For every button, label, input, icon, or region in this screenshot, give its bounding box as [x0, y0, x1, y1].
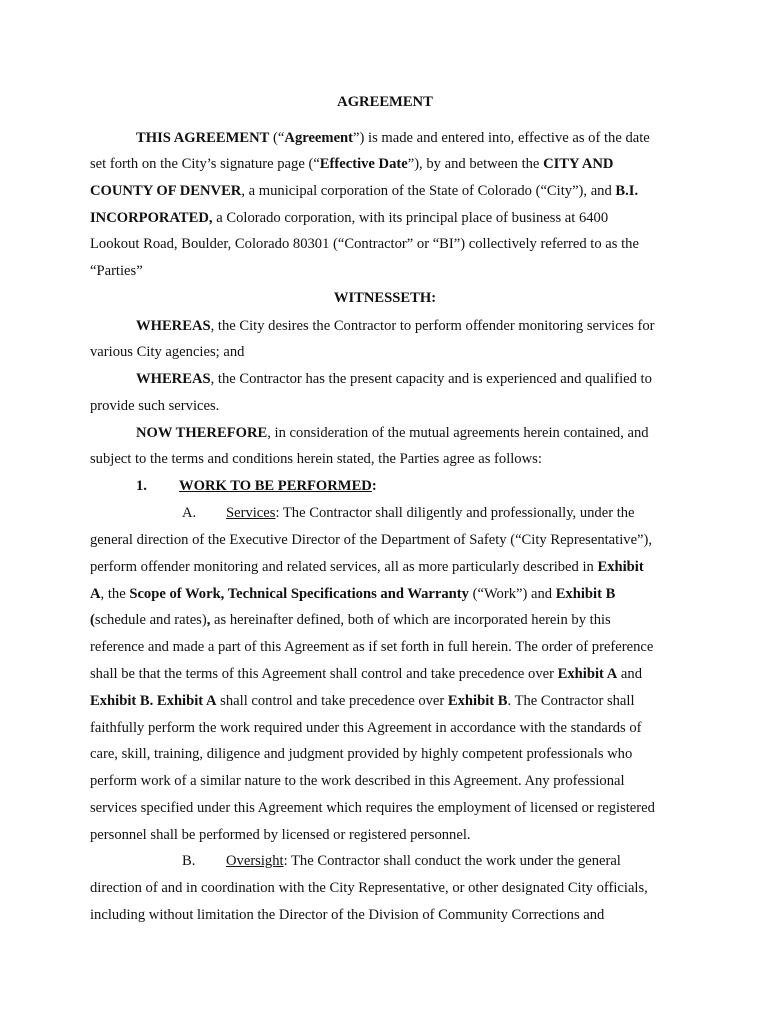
sub-a-line-9: faithfully perform the work required under this Agreement in accordance with the standards of: [90, 720, 642, 736]
intro-line-1: [136, 128, 650, 148]
sub-b-line-3: including without limitation the Director of the Division of Community Corrections and: [90, 907, 605, 923]
whereas-text: , the City desires the Contractor to perform offender monitoring services for: [210, 318, 655, 334]
sub-a-line-8: [90, 691, 635, 711]
document-title: AGREEMENT: [337, 94, 433, 110]
intro-text: ”) is made and entered into, effective as of the date: [353, 130, 650, 146]
intro-line-6: “Parties”: [90, 263, 143, 279]
intro-line-3: [90, 181, 638, 201]
sub-a-line-11: perform work of a similar nature to the work described in this Agreement. Any professional: [90, 773, 625, 789]
sub-text: as hereinafter defined, both of which are incorporated herein by this: [210, 612, 611, 628]
sub-bold: Exhibit B: [555, 586, 616, 602]
sub-text: : The Contractor shall conduct the work under the general: [283, 853, 621, 869]
intro-text: a Colorado corporation, with its principal place of business at 6400: [212, 210, 609, 226]
now-therefore-text: , in consideration of the mutual agreements herein contained, and: [267, 425, 649, 441]
sub-bold: Scope of Work, Technical Specifications and Warranty: [129, 586, 469, 602]
sub-b-line-1: [182, 851, 621, 871]
intro-text: , a municipal corporation of the State of Colorado (“City”), and: [241, 183, 616, 199]
sub-text: perform offender monitoring and related services, all as more particularly described in: [90, 559, 598, 575]
now-therefore-line-1: [136, 423, 649, 443]
intro-text: ”), by and between the: [407, 156, 544, 172]
sub-letter: A.: [182, 505, 197, 521]
intro-text: set forth on the City’s signature page (“: [90, 156, 320, 172]
intro-bold: INCORPORATED,: [90, 210, 213, 226]
witnesseth-heading: WITNESSETH:: [333, 290, 437, 306]
sub-bold: Exhibit: [597, 559, 644, 575]
sub-text: (“Work”) and: [468, 586, 556, 602]
sub-letter: B.: [182, 853, 196, 869]
sub-a-line-13: personnel shall be performed by licensed or registered personnel.: [90, 827, 471, 843]
sub-text: . The Contractor shall: [507, 693, 635, 709]
sub-a-line-12: services specified under this Agreement which requires the employment of licensed or registered: [90, 800, 655, 816]
sub-bold: ,: [206, 612, 211, 628]
sub-a-line-3: [90, 557, 644, 577]
intro-bold: COUNTY OF DENVER: [90, 183, 242, 199]
sub-bold: Exhibit A: [557, 666, 618, 682]
intro-bold: CITY AND: [543, 156, 614, 172]
whereas-keyword: WHEREAS: [136, 318, 211, 334]
intro-bold: Effective Date: [319, 156, 408, 172]
whereas-keyword: WHEREAS: [136, 371, 211, 387]
section-number: 1.: [136, 478, 147, 494]
section-1-heading: [136, 476, 377, 496]
whereas-1-line-2: various City agencies; and: [90, 344, 245, 360]
sub-bold: (: [90, 612, 95, 628]
intro-line-5: Lookout Road, Boulder, Colorado 80301 (“Contractor” or “BI”) collectively referred to as the: [90, 236, 639, 252]
document-page: [90, 0, 680, 1024]
sub-bold: Exhibit B: [447, 693, 508, 709]
whereas-1-line-1: [136, 316, 655, 336]
sub-text: shall be that the terms of this Agreement shall control and take precedence over: [90, 666, 558, 682]
now-therefore-line-2: subject to the terms and conditions herein stated, the Parties agree as follows:: [90, 451, 542, 467]
sub-a-line-6: reference and made a part of this Agreement as if set forth in full herein. The order of preference: [90, 639, 654, 655]
intro-bold: Agreement: [284, 130, 354, 146]
section-title: WORK TO BE PERFORMED: [179, 478, 372, 494]
sub-a-line-2: general direction of the Executive Director of the Department of Safety (“City Representative”),: [90, 532, 653, 548]
whereas-2-line-2: provide such services.: [90, 398, 220, 414]
intro-text: (“: [269, 130, 285, 146]
sub-bold: Exhibit B. Exhibit A: [90, 693, 217, 709]
sub-text: : The Contractor shall diligently and professionally, under the: [275, 505, 635, 521]
sub-heading: Oversight: [226, 853, 284, 869]
sub-bold: A: [90, 586, 101, 602]
whereas-2-line-1: [136, 369, 652, 389]
now-therefore-keyword: NOW THEREFORE: [136, 425, 268, 441]
sub-a-line-1: [182, 503, 635, 523]
sub-text: and: [617, 666, 643, 682]
intro-bold: B.I.: [615, 183, 639, 199]
sub-b-line-2: direction of and in coordination with the City Representative, or other designated City officials,: [90, 880, 648, 896]
intro-line-4: [90, 208, 608, 228]
sub-text: shall control and take precedence over: [216, 693, 448, 709]
section-colon: :: [371, 478, 377, 494]
sub-a-line-10: care, skill, training, diligence and judgment provided by highly competent professionals who: [90, 746, 633, 762]
sub-text: , the: [100, 586, 130, 602]
sub-a-line-4: [90, 584, 615, 604]
sub-a-line-7: [90, 664, 642, 684]
sub-heading: Services: [226, 505, 276, 521]
sub-a-line-5: [90, 610, 611, 630]
intro-line-2: [90, 154, 613, 174]
whereas-text: , the Contractor has the present capacity and is experienced and qualified to: [210, 371, 652, 387]
intro-bold: THIS AGREEMENT: [136, 130, 270, 146]
sub-text: schedule and rates): [94, 612, 207, 628]
